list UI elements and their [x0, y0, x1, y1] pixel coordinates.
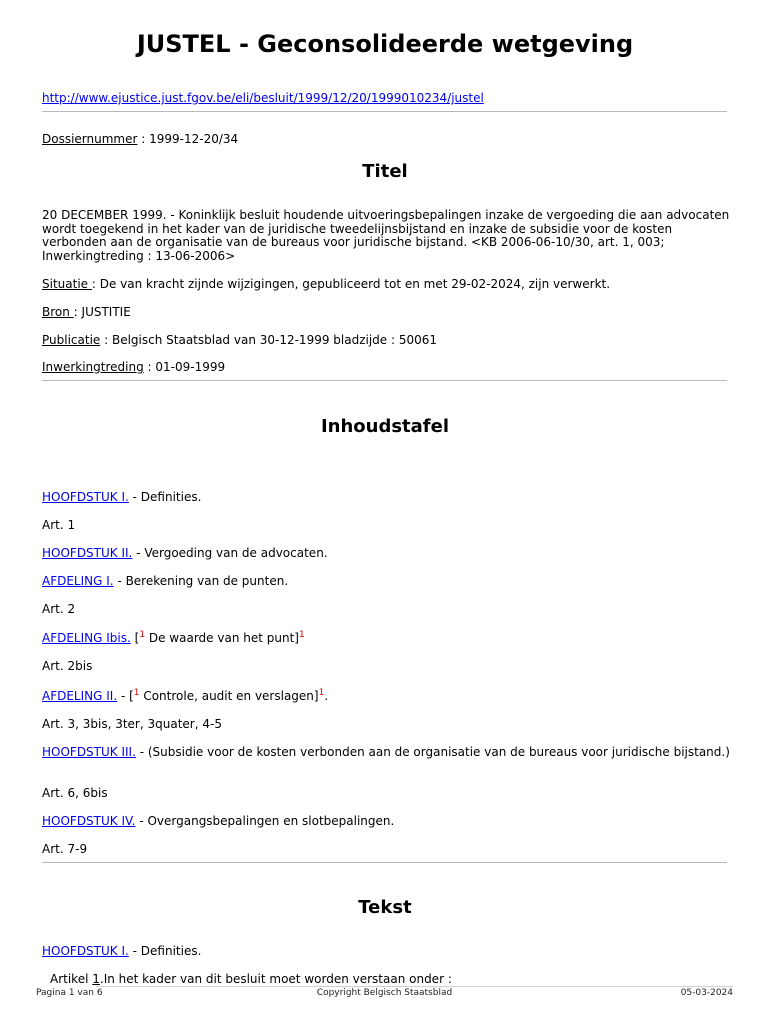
toc-article: Art. 2bis	[42, 659, 93, 673]
footnote-marker: 1	[318, 688, 325, 698]
titel-text: 20 DECEMBER 1999. - Koninklijk besluit houdende uitvoeringsbepalingen inzake de vergoeding die aan advocaten wordt toegekend in het kader van de juridische tweedelijnsbijstand en inzake de subsidie voor de kosten verbonden aan de organisatie van de bureaus voor juridische bijstand. <KB 2006-06-10/30, art. 1, 003; Inwerkingtreding : 13-06-2006>	[42, 208, 730, 263]
toc-article: Art. 7-9	[42, 842, 88, 856]
toc-item	[42, 815, 732, 829]
dossier-value: : 1999-12-20/34	[137, 132, 239, 146]
inwerkingtreding-value: : 01-09-1999	[143, 360, 226, 374]
toc-item	[42, 575, 732, 589]
inwerkingtreding-label: Inwerkingtreding	[42, 360, 144, 374]
toc-item-text: De waarde van het punt]	[145, 631, 299, 645]
toc-item	[42, 632, 732, 646]
tekst-chapter-text: - Definities.	[128, 944, 202, 958]
dossier-label: Dossiernummer	[42, 132, 138, 146]
toc-item	[42, 547, 732, 561]
toc-article: Art. 6, 6bis	[42, 786, 108, 800]
toc-item-text: - [	[117, 689, 134, 703]
toc-item-text: .	[324, 689, 329, 703]
divider	[42, 111, 727, 112]
toc-link-hoofdstuk-2[interactable]: HOOFDSTUK II.	[42, 546, 133, 560]
footnote-marker: 1	[133, 688, 140, 698]
toc-item-text: - Definities.	[128, 490, 202, 504]
footer-copyright: Copyright Belgisch Staatsblad	[316, 988, 453, 998]
footnote-marker: 1	[298, 630, 305, 640]
inwerkingtreding-line	[42, 361, 732, 375]
titel-heading: Titel	[362, 161, 408, 182]
tekst-link-hoofdstuk-1[interactable]: HOOFDSTUK I.	[42, 944, 129, 958]
source-url-link[interactable]: http://www.ejustice.just.fgov.be/eli/besluit/1999/12/20/1999010234/justel	[42, 91, 484, 105]
source-url-line	[42, 92, 732, 106]
toc-article: Art. 2	[42, 602, 76, 616]
footer-page-number: Pagina 1 van 6	[36, 988, 103, 998]
toc-item	[42, 491, 732, 505]
toc-link-afdeling-1bis[interactable]: AFDELING Ibis.	[42, 631, 131, 645]
toc-link-afdeling-1[interactable]: AFDELING I.	[42, 574, 114, 588]
toc-item-text: - (Subsidie voor de kosten verbonden aan de organisatie van de bureaus voor juridische bijstand.)	[135, 745, 730, 759]
toc-item-text: - Vergoeding van de advocaten.	[132, 546, 328, 560]
tekst-chapter	[42, 945, 732, 959]
divider	[42, 380, 727, 381]
artikel-number-link[interactable]: 1	[92, 972, 100, 986]
toc-item-text: - Overgangsbepalingen en slotbepalingen.	[135, 814, 395, 828]
toc-item-text: Controle, audit en verslagen]	[139, 689, 319, 703]
bron-value: : JUSTITIE	[73, 305, 131, 319]
artikel-line	[50, 973, 740, 987]
toc-article: Art. 1	[42, 518, 76, 532]
artikel-text: .In het kader van dit besluit moet worden verstaan onder :	[99, 972, 452, 986]
toc-article: Art. 3, 3bis, 3ter, 3quater, 4-5	[42, 717, 222, 731]
dossier-line	[42, 133, 732, 147]
toc-item	[42, 690, 732, 704]
situatie-value: : De van kracht zijnde wijzigingen, gepubliceerd tot en met 29-02-2024, zijn verwerkt.	[91, 277, 611, 291]
toc-item-text: - Berekening van de punten.	[113, 574, 289, 588]
bron-label: Bron	[42, 305, 74, 319]
toc-link-hoofdstuk-3[interactable]: HOOFDSTUK III.	[42, 745, 136, 759]
toc-heading: Inhoudstafel	[320, 416, 450, 437]
publicatie-value: : Belgisch Staatsblad van 30-12-1999 bladzijde : 50061	[100, 333, 438, 347]
situatie-line	[42, 278, 732, 292]
divider	[42, 862, 727, 863]
footer-date: 05-03-2024	[680, 988, 733, 998]
toc-link-hoofdstuk-4[interactable]: HOOFDSTUK IV.	[42, 814, 136, 828]
artikel-prefix: Artikel	[50, 972, 93, 986]
page-title: JUSTEL - Geconsolideerde wetgeving	[136, 30, 634, 58]
toc-link-hoofdstuk-1[interactable]: HOOFDSTUK I.	[42, 490, 129, 504]
toc-link-afdeling-2[interactable]: AFDELING II.	[42, 689, 118, 703]
toc-item-text: [	[130, 631, 140, 645]
footer-divider	[96, 986, 733, 987]
situatie-label: Situatie	[42, 277, 92, 291]
toc-item	[42, 746, 732, 760]
publicatie-label: Publicatie	[42, 333, 101, 347]
footnote-marker: 1	[139, 630, 146, 640]
tekst-heading: Tekst	[358, 897, 412, 918]
publicatie-line	[42, 334, 732, 348]
bron-line	[42, 306, 732, 320]
